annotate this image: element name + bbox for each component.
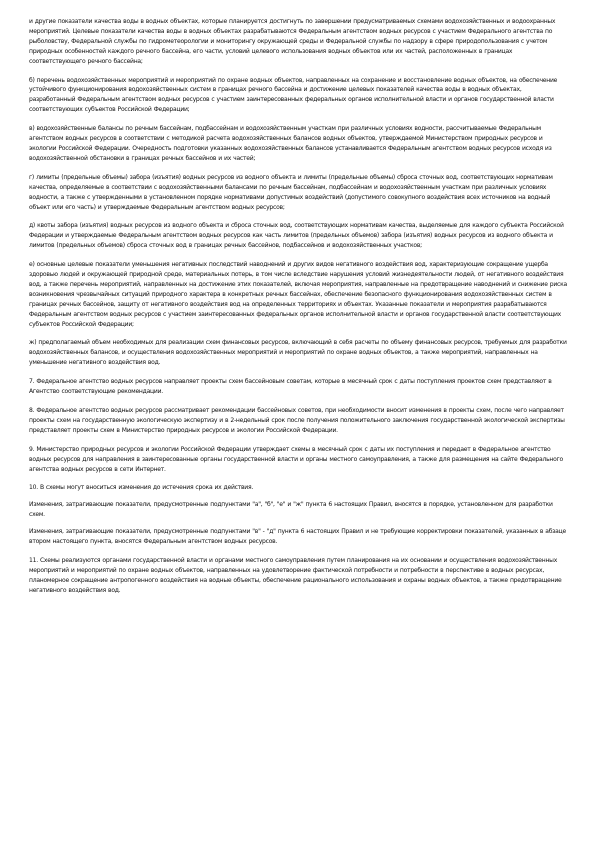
paragraph-8: 8. Федеральное агентство водных ресурсов рассматривает рекомендации бассейновых советов, при необходимости вносит изменения в проекты схем, после чего направляет проекты схем на государственную экологическую экспертизу и в 2-недельный срок после получения положительного заключения государственной экологической экспертизы представляет проекты схем в Министерство природных ресурсов и экологии Российской Федерации. [29,407,565,434]
paragraph-6zh: ж) предполагаемый объем необходимых для реализации схем финансовых ресурсов, включающий в себя расчеты по объему финансовых ресурсов, требуемых для разработки водохозяйственных балансов, и осуществления водохозяйственных мероприятий и мероприятий по охране водных объектов, а также мероприятий, направленных на уменьшение негативного воздействия вод. [29,339,567,367]
paragraph-6v: в) водохозяйственные балансы по речным бассейнам, подбассейнам и водохозяйственным участкам при различных условиях водности, рассчитываемые Федеральным агентством водных ресурсов в соответствии с методикой расчета водохозяйственных балансов водных объектов, утверждаемой Министерством природных ресурсов и экологии Российской Федерации. Очередность подготовки указанных водохозяйственных балансов устанавливается Федеральным агентством водных ресурсов исходя из водохозяйственной обстановки в границах речных бассейнов и их частей; [29,125,552,162]
paragraph-10: 10. В схемы могут вноситься изменения до истечения срока их действия. [29,484,254,492]
paragraph-6g: г) лимиты (предельные объемы) забора (изъятия) водных ресурсов из водного объекта и лимиты (предельные объемы) сброса сточных вод, соответствующих нормативам качества, определяемые в соответствии с водохозяйственными балансами по речным бассейнам, подбассейнам и водохозяйственным участкам при различных условиях водности, а также с утвержденными в установленном порядке нормативами допустимых воздействий (допустимого совокупного воздействия всех источников на водный объект или его часть) и утверждаемые Федеральным агентством водных ресурсов; [29,173,553,211]
paragraph-6e: е) основные целевые показатели уменьшения негативных последствий наводнений и других видов негативного воздействия вод, характеризующие сокращение ущерба здоровью людей и окружающей природной среде, материальных потерь, в том числе вследствие нарушения условий жизнедеятельности людей, от негативного воздействия вод, а также перечень мероприятий, направленных на достижение этих показателей, включая мероприятия, направленные на предотвращение наводнений и снижение риска возникновения чрезвычайных ситуаций природного характера в конкретных речных бассейнах, обеспечение безопасного функционирования водохозяйственных систем в границах речных бассейнов, защиту от негативного воздействия вод на определенных территориях и объектах. Указанные показатели и мероприятия разрабатываются Федеральным агентством водных ресурсов с участием заинтересованных федеральных органов исполнительной власти и органов государственной власти соответствующих субъектов Российской Федерации; [29,261,567,328]
paragraph-6b: б) перечень водохозяйственных мероприятий и мероприятий по охране водных объектов, направленных на сохранение и восстановление водных объектов, на обеспечение устойчивого функционирования водохозяйственных систем в границах речного бассейна и достижение целевых показателей качества воды в водных объектах, разработанный Федеральным агентством водных ресурсов с участием заинтересованных федеральных органов исполнительной власти и органов государственной власти соответствующих субъектов Российской Федерации; [29,76,558,114]
paragraph-7: 7. Федеральное агентство водных ресурсов направляет проекты схем бассейновым советам, которые в месячный срок с даты поступления проектов схем представляют в Агентство соответствующие рекомендации. [29,378,552,396]
paragraph-10-amendments-procedure: Изменения, затрагивающие показатели, предусмотренные подпунктами "а", "б", "е" и "ж" пункта 6 настоящих Правил, вносятся в порядке, установленном для разработки схем. [29,501,553,519]
paragraph-11: 11. Схемы реализуются органами государственной власти и органами местного самоуправления путем планирования на их основании и осуществления водохозяйственных мероприятий и мероприятий по охране водных объектов, направленных на удовлетворение фактической потребности и потребности в перспективе в водных ресурсах, планомерное сокращение антропогенного воздействия на водные объекты, обеспечение рационального использования и охраны водных объектов, а также предотвращение негативного воздействия вод. [29,556,562,594]
paragraph-10-amendments-agency: Изменения, затрагивающие показатели, предусмотренные подпунктами "в" - "д" пункта 6 настоящих Правил и не требующие корректировки показателей, указанных в абзаце втором настоящего пункта, вносятся Федеральным агентством водных ресурсов. [29,528,566,546]
paragraph-6d: д) квоты забора (изъятия) водных ресурсов из водного объекта и сброса сточных вод, соответствующих нормативам качества, выделяемые для каждого субъекта Российской Федерации и утверждаемые Федеральным агентством водных ресурсов как часть лимитов (предельных объемов) забора (изъятия) водных ресурсов из водного объекта и лимитов (предельных объемов) сброса сточных вод в границах речных бассейнов, подбассейнов и водохозяйственных участков; [29,222,564,250]
paragraph-6a-continuation: и другие показатели качества воды в водных объектах, которые планируется достигнуть по завершении предусматриваемых схемами водохозяйственных и водоохранных мероприятий. Целевые показатели качества воды в водных объектах разрабатываются Федеральным агентством водных ресурсов с участием Федерального агентства по рыболовству, Федеральной службы по гидрометеорологии и мониторингу окружающей среды и Федеральной службы по надзору в сфере природопользования с учетом природных особенностей каждого речного бассейна, его части, условий целевого использования водных объектов или их частей, расположенных в границах соответствующего речного бассейна; [29,18,556,65]
paragraph-9: 9. Министерство природных ресурсов и экологии Российской Федерации утверждает схемы в месячный срок с даты их поступления и передает в Федеральное агентство водных ресурсов для направления в заинтересованные органы государственной власти и органы местного самоуправления, а также для размещения на сайте Федерального агентства водных ресурсов в сети Интернет. [29,445,563,473]
